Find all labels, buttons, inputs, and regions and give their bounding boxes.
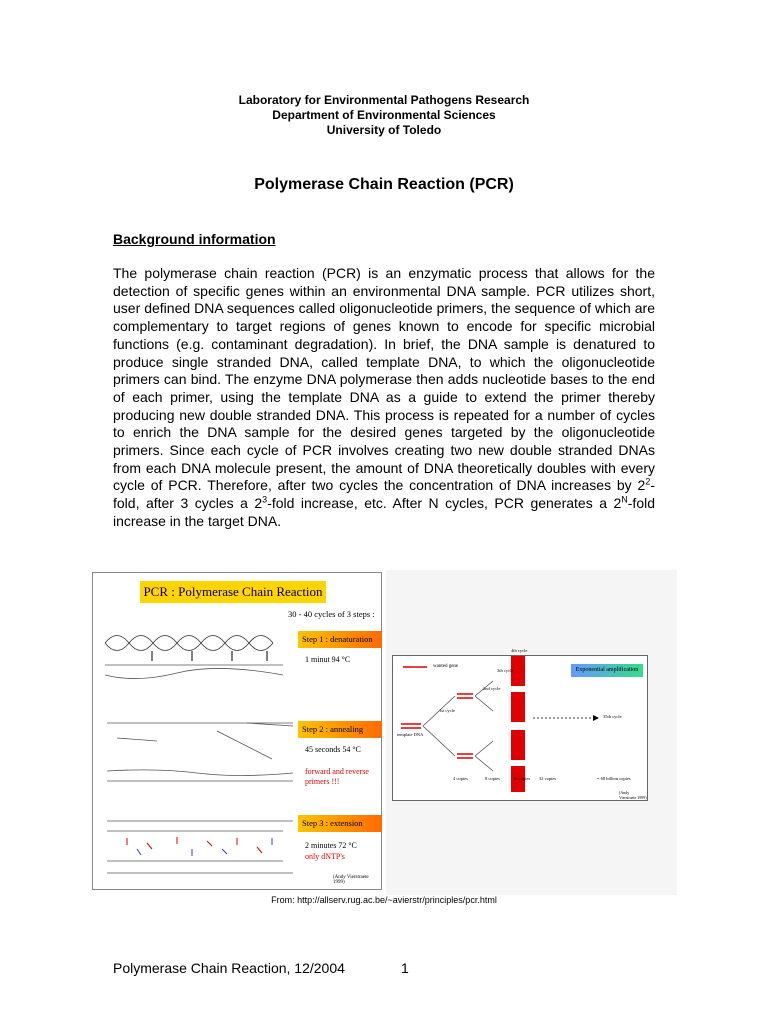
step1-badge: Step 1 : denaturation: [298, 631, 382, 648]
step2-note-2: primers !!!: [305, 777, 340, 786]
copies-16: 16 copies: [513, 776, 531, 781]
step2-time: 45 seconds 54 °C: [305, 745, 361, 754]
denature-arrows: [152, 651, 267, 661]
step3-note: only dNTP's: [305, 852, 345, 861]
billion-copies: = 68 billion copies: [597, 776, 631, 781]
amplification-diagram: [392, 648, 648, 801]
wanted-gene-label: wanted gene: [433, 664, 459, 669]
annealing-strands: [107, 723, 293, 781]
header-university: University of Toledo: [326, 123, 442, 137]
superscript-2: 2: [645, 476, 651, 487]
figure-credit-left: (Andy Vierstraete 1999): [333, 875, 369, 885]
pcr-steps-figure: [92, 572, 382, 890]
cycles-label: 30 - 40 cycles of 3 steps :: [288, 609, 375, 619]
cycle3-label: 3th cycle: [497, 668, 514, 673]
header-department: Department of Environmental Sciences: [272, 108, 496, 122]
step3-time: 2 minutes 72 °C: [305, 841, 357, 850]
step1-time: 1 minut 94 °C: [305, 655, 351, 664]
section-heading: Background information: [113, 231, 276, 247]
free-nucleotides: [127, 837, 262, 853]
cycle2-label: 2nd cycle: [483, 686, 501, 691]
footer-text: Polymerase Chain Reaction, 12/2004: [113, 960, 345, 976]
superscript-3: 3: [262, 494, 268, 505]
step3-badge: Step 3 : extension: [298, 815, 382, 832]
extension-strands: [107, 821, 293, 873]
header-lab: Laboratory for Environmental Pathogens Research: [238, 93, 530, 107]
superscript-n: N: [621, 494, 628, 505]
page-number: 1: [401, 960, 409, 976]
paragraph-text-3: -fold increase, etc. After N cycles, PCR generates a 2: [267, 495, 622, 512]
body-paragraph: [113, 265, 655, 531]
paragraph-text-2: -fold, after 3 cycles a 2: [113, 477, 655, 512]
template-label: template DNA: [397, 732, 424, 737]
figure-title: PCR : Polymerase Chain Reaction: [140, 581, 326, 603]
nucleotides-blue: [137, 838, 272, 856]
paragraph-text-1: The polymerase chain reaction (PCR) is an enzymatic process that allows for the detection of specific genes within an environmental DNA sample. PCR utilizes short, user defined DNA sequences called oligonucleotide primers, the sequence of which are complementary to target regions of genes known to encode for specific microbial functions (e.g. contaminant degradation). In brief, the DNA sample is denatured to produce single stranded DNA, called template DNA, to which the oligonucleotide primers can bind. The enzyme DNA polymerase then adds nucleotide bases to the end of each primer, using the template DNA as a guide to extend the primer thereby producing new double stranded DNA. This process is repeated for a number of cycles to enrich the DNA sample for the desired genes targeted by the oligonucleotide primers. Since each cycle of PCR involves creating two new double stranded DNAs from each DNA molecule present, the amount of DNA theoretically doubles with every cycle of PCR. Therefore, after two cycles the concentration of DNA increases by 2: [113, 265, 655, 494]
denatured-strands: [105, 665, 283, 679]
page-title: Polymerase Chain Reaction (PCR): [254, 176, 514, 193]
dna-drawings: [97, 623, 302, 923]
document-header: [0, 93, 768, 138]
copies-8: 8 copies: [485, 776, 500, 781]
dna-helix: [105, 636, 273, 651]
step2-badge: Step 2 : annealing: [298, 721, 382, 738]
exponential-badge: Exponential amplification: [571, 664, 643, 677]
paragraph-text-4: -fold increase in the target DNA.: [113, 495, 655, 529]
cycle1-label: 1st cycle: [439, 708, 455, 713]
figure-credit-right: (Andy Vierstraete 1999): [619, 790, 647, 800]
cycle35-label: 35th cycle: [603, 714, 622, 719]
source-citation: From: http://allserv.rug.ac.be/~avierstr/principles/pcr.html: [271, 895, 497, 905]
amplification-figure: [386, 570, 677, 895]
copies-4: 4 copies: [453, 776, 468, 781]
step2-note-1: forward and reverse: [305, 767, 369, 776]
cycle4-label: 4th cycle: [511, 648, 528, 653]
page-footer: [113, 960, 409, 976]
copies-32: 32 copies: [539, 776, 557, 781]
copies-column: [511, 656, 525, 792]
